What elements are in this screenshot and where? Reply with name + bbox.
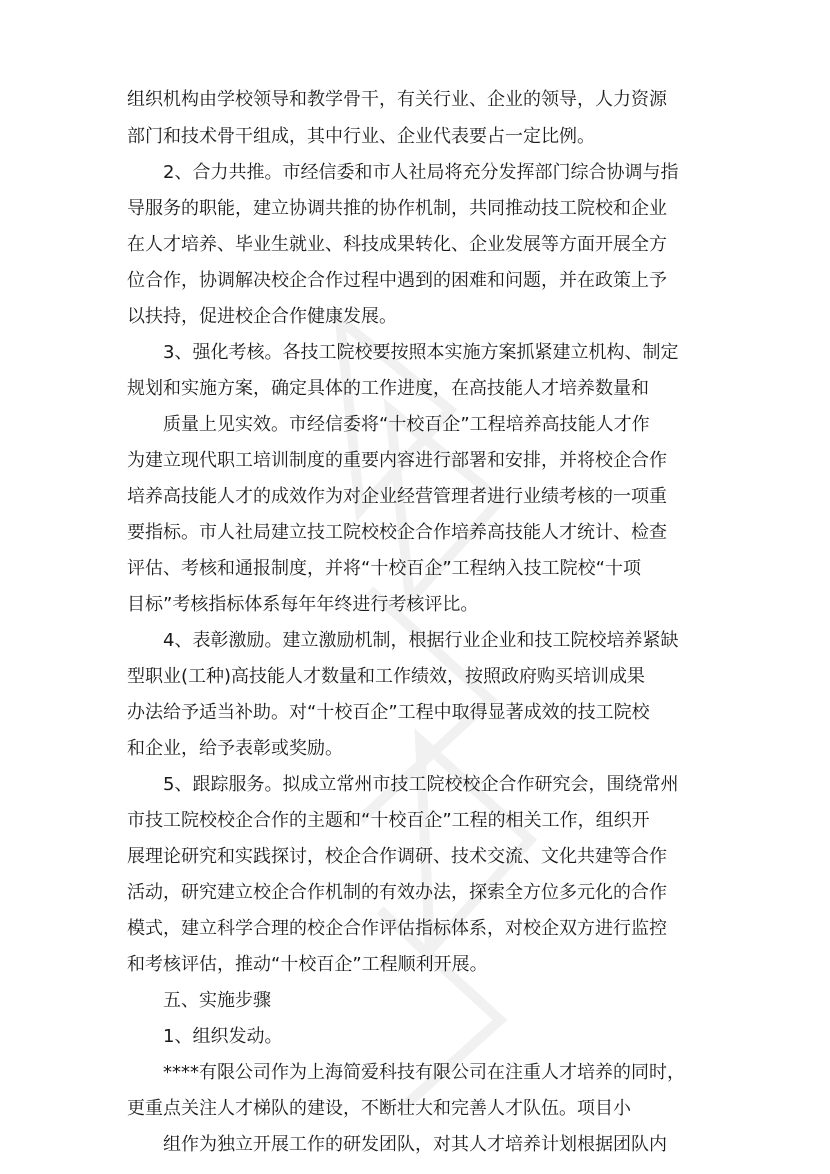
text-line: 和考核评估，推动“十校百企”工程顺利开展。 xyxy=(127,954,488,975)
text-line: 2、合力共推。市经信委和市人社局将充分发挥部门综合协调与指 xyxy=(163,162,679,183)
text-line: 组织机构由学校领导和教学骨干，有关行业、企业的领导，人力资源 xyxy=(127,89,667,110)
text-line: 评估、考核和通报制度，并将“十校百企”工程纳入技工院校“十项 xyxy=(127,558,641,579)
text-line: 以扶持，促进校企合作健康发展。 xyxy=(127,306,397,327)
text-line: 部门和技术骨干组成，其中行业、企业代表要占一定比例。 xyxy=(127,126,595,147)
text-line: 4、表彰激励。建立激励机制，根据行业企业和技工院校培养紧缺 xyxy=(163,630,679,651)
text-line: 更重点关注人才梯队的建设，不断壮大和完善人才队伍。项目小 xyxy=(127,1098,631,1119)
section-heading: 五、实施步骤 xyxy=(163,990,271,1011)
text-line: 要指标。市人社局建立技工院校校企合作培养高技能人才统计、检查 xyxy=(127,522,667,543)
text-line: ****有限公司作为上海简爱科技有限公司在注重人才培养的同时， xyxy=(163,1062,685,1083)
subsection-heading: 1、组织发动。 xyxy=(163,1026,283,1047)
text-line: 办法给予适当补助。对“十校百企”工程中取得显著成效的技工院校 xyxy=(127,702,650,723)
text-line: 3、强化考核。各技工院校要按照本实施方案抓紧建立机构、制定 xyxy=(163,342,679,363)
text-line: 和企业，给予表彰或奖励。 xyxy=(127,738,343,759)
text-line: 为建立现代职工培训制度的重要内容进行部署和安排，并将校企合作 xyxy=(127,450,667,471)
text-line: 5、跟踪服务。拟成立常州市技工院校校企合作研究会，围绕常州 xyxy=(163,774,679,795)
text-line: 质量上见实效。市经信委将“十校百企”工程培养高技能人才作 xyxy=(163,414,650,435)
text-line: 位合作，协调解决校企合作过程中遇到的困难和问题，并在政策上予 xyxy=(127,270,667,291)
text-line: 导服务的职能，建立协调共推的协作机制，共同推动技工院校和企业 xyxy=(127,198,667,219)
text-line: 培养高技能人才的成效作为对企业经营管理者进行业绩考核的一项重 xyxy=(127,486,667,507)
text-line: 型职业(工种)高技能人才数量和工作绩效，按照政府购买培训成果 xyxy=(127,666,646,687)
text-line: 规划和实施方案，确定具体的工作进度，在高技能人才培养数量和 xyxy=(127,378,649,399)
text-line: 模式，建立科学合理的校企合作评估指标体系，对校企双方进行监控 xyxy=(127,918,667,939)
text-line: 展理论研究和实践探讨，校企合作调研、技术交流、文化共建等合作 xyxy=(127,846,667,867)
text-line: 市技工院校校企合作的主题和“十校百企”工程的相关工作，组织开 xyxy=(127,810,650,831)
text-line: 目标”考核指标体系每年年终进行考核评比。 xyxy=(127,594,479,615)
text-line: 活动，研究建立校企合作机制的有效办法，探索全方位多元化的合作 xyxy=(127,882,667,903)
text-line: 在人才培养、毕业生就业、科技成果转化、企业发展等方面开展全方 xyxy=(127,234,667,255)
text-line: 组作为独立开展工作的研发团队，对其人才培养计划根据团队内 xyxy=(163,1134,667,1155)
